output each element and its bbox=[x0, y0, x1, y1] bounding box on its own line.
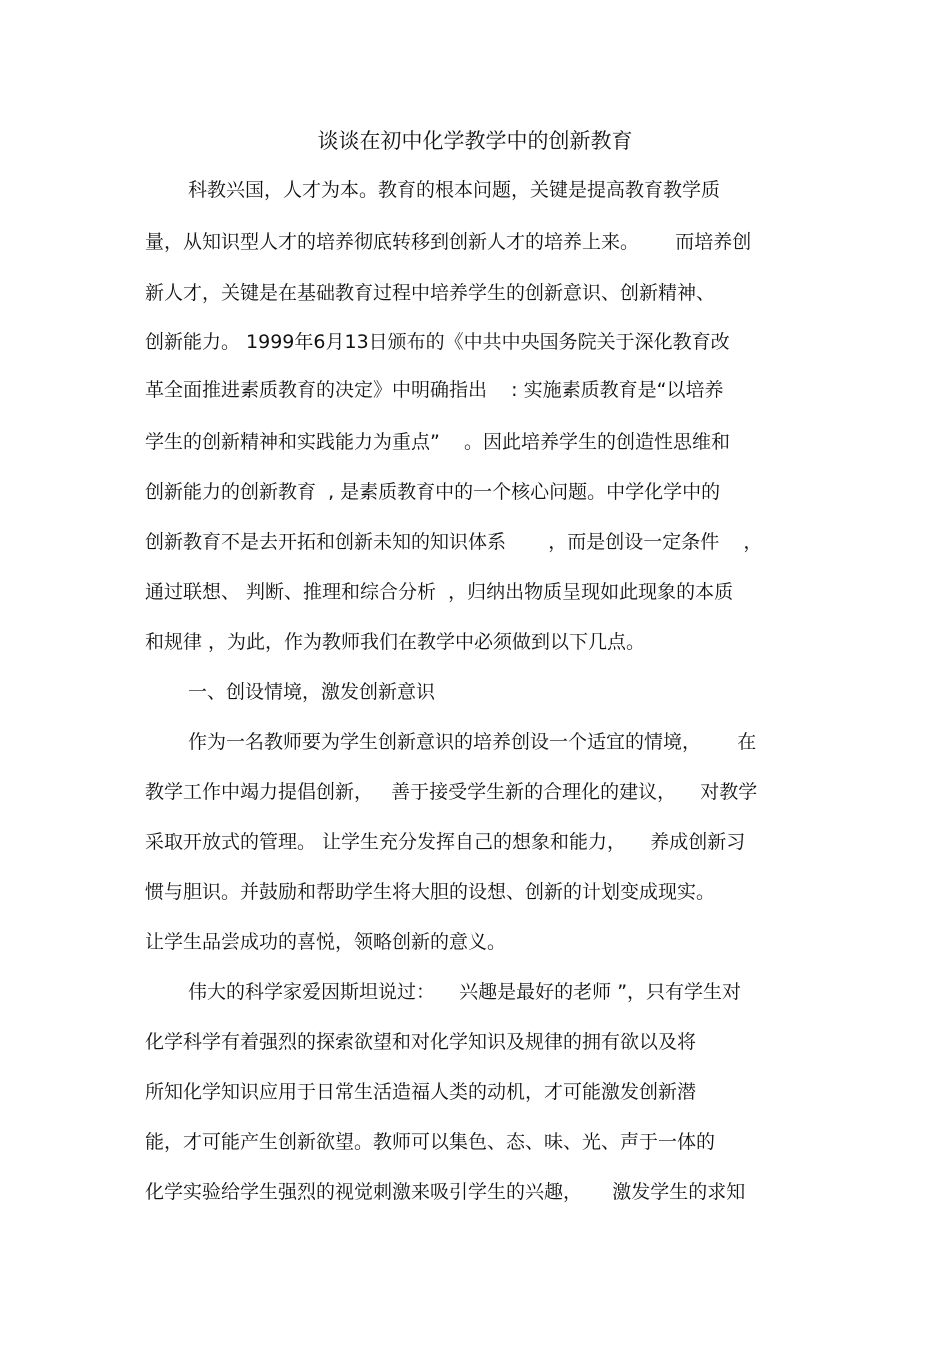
paragraph-line: 创新能力的创新教育 , 是素质教育中的一个核心问题。中学化学中的 bbox=[145, 481, 721, 503]
paragraph-line: 让学生品尝成功的喜悦，领略创新的意义。 bbox=[145, 931, 507, 953]
paragraph-line: 惯与胆识。并鼓励和帮助学生将大胆的设想、创新的计划变成现实。 bbox=[145, 881, 716, 903]
paragraph-line: 科教兴国，人才为本。教育的根本问题，关键是提高教育教学质 bbox=[188, 179, 721, 201]
paragraph-line: 化学科学有着强烈的探索欲望和对化学知识及规律的拥有欲以及将 bbox=[145, 1031, 697, 1053]
paragraph-line: 创新教育不是去开拓和创新未知的知识体系 ，而是创设一定条件 ， bbox=[145, 531, 763, 553]
paragraph-line: 采取开放式的管理。 让学生充分发挥自己的想象和能力， 养成创新习 bbox=[145, 831, 746, 853]
document-title: 谈谈在初中化学教学中的创新教育 bbox=[317, 129, 633, 153]
section-heading: 一、创设情境，激发创新意识 bbox=[188, 681, 436, 703]
paragraph-line: 学生的创新精神和实践能力为重点” 。因此培养学生的创造性思维和 bbox=[145, 431, 731, 453]
paragraph-line: 通过联想、 判断、推理和综合分析 ，归纳出物质呈现如此现象的本质 bbox=[145, 581, 734, 603]
paragraph-line: 创新能力。 1999年6月13日颁布的《中共中央国务院关于深化教育改 bbox=[145, 331, 730, 353]
paragraph-line: 伟大的科学家爱因斯坦说过： 兴趣是最好的老师 ”，只有学生对 bbox=[188, 981, 742, 1003]
paragraph-line: 能，才可能产生创新欲望。教师可以集色、态、味、光、声于一体的 bbox=[145, 1131, 716, 1153]
paragraph-line: 新人才，关键是在基础教育过程中培养学生的创新意识、创新精神、 bbox=[145, 282, 716, 304]
paragraph-line: 化学实验给学生强烈的视觉刺激来吸引学生的兴趣， 激发学生的求知 bbox=[145, 1181, 746, 1203]
paragraph-line: 作为一名教师要为学生创新意识的培养创设一个适宜的情境， 在 bbox=[188, 731, 757, 753]
paragraph-line: 所知化学知识应用于日常生活造福人类的动机，才可能激发创新潜 bbox=[145, 1081, 697, 1103]
paragraph-line: 量，从知识型人才的培养彻底转移到创新人才的培养上来。 而培养创 bbox=[145, 231, 752, 253]
paragraph-line: 革全面推进素质教育的决定》中明确指出 : 实施素质教育是“以培养 bbox=[145, 379, 724, 401]
paragraph-line: 教学工作中竭力提倡创新， 善于接受学生新的合理化的建议， 对教学 bbox=[145, 781, 758, 803]
paragraph-line: 和规律 ，为此，作为教师我们在教学中必须做到以下几点。 bbox=[145, 631, 646, 653]
